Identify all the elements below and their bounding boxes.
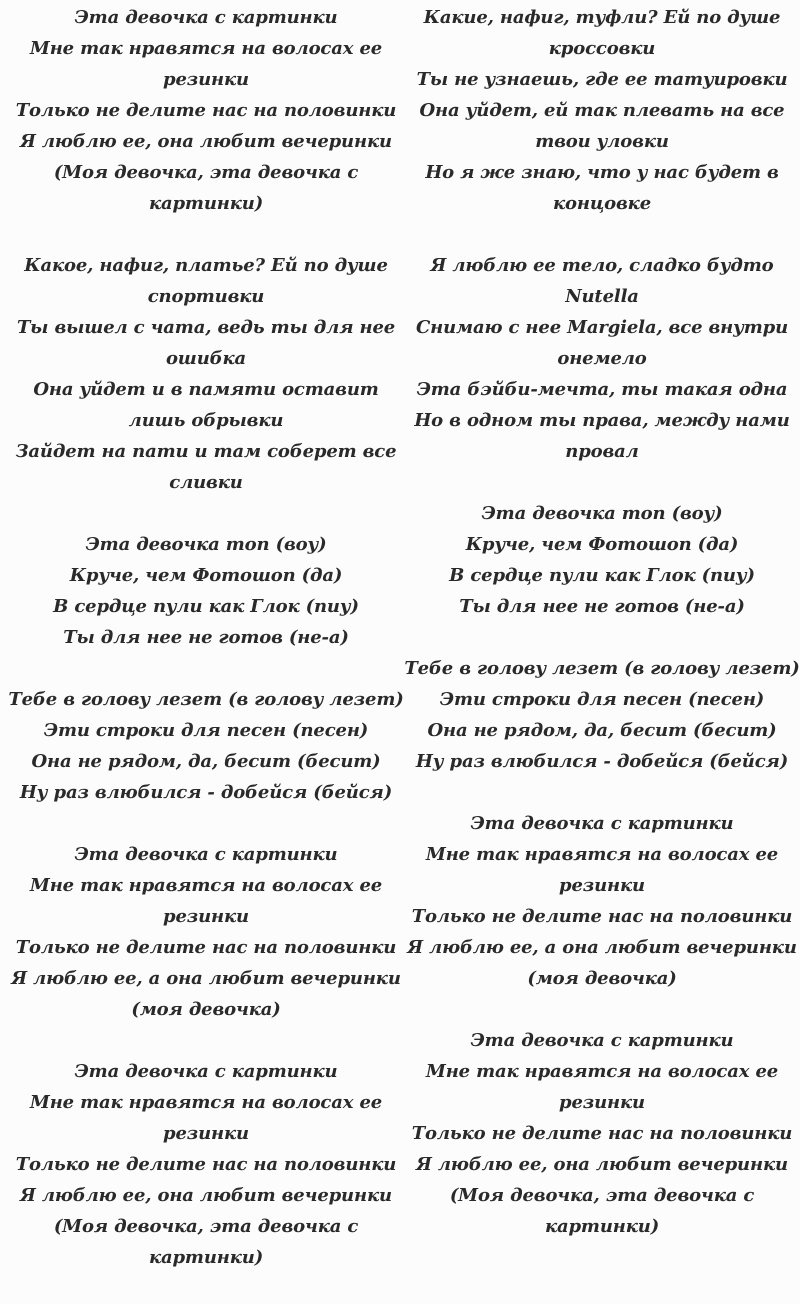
lyric-line: Эта девочка топ (воу) — [85, 534, 327, 555]
lyric-line: Круче, чем Фотошоп (да) — [465, 534, 739, 555]
lyric-line: Тебе в голову лезет (в голову лезет) — [404, 658, 800, 679]
lyric-line: (Моя девочка, эта девочка с картинки) — [53, 162, 359, 214]
lyric-line: Ты вышел с чата, ведь ты для нее ошибка — [16, 317, 396, 369]
lyric-line: Эта девочка с картинки — [74, 7, 338, 28]
lyric-line: Ну раз влюбился - добейся (бейся) — [415, 751, 789, 772]
lyric-line: Я люблю ее, она любит вечеринки — [20, 1185, 392, 1206]
lyric-line: Ты для нее не готов (не-а) — [63, 627, 349, 648]
lyric-line: Только не делите нас на половинки — [15, 1154, 397, 1175]
lyric-line: Она уйдет, ей так плевать на все твои уловки — [419, 100, 785, 152]
lyrics-column-left — [8, 2, 404, 1304]
stanza — [8, 529, 404, 653]
lyric-line: Только не делите нас на половинки — [15, 937, 397, 958]
stanza — [8, 2, 404, 219]
lyric-line: Ты для нее не готов (не-а) — [459, 596, 745, 617]
stanza — [404, 1025, 800, 1242]
lyric-line: Эта девочка с картинки — [470, 813, 734, 834]
lyric-line: Только не делите нас на половинки — [411, 906, 793, 927]
lyric-line: Только не делите нас на половинки — [411, 1123, 793, 1144]
lyric-line: Зайдет на пати и там соберет все сливки — [15, 441, 397, 493]
stanza — [404, 808, 800, 994]
stanza — [8, 1056, 404, 1273]
stanza — [8, 250, 404, 498]
lyric-line: Только не делите нас на половинки — [15, 100, 397, 121]
lyric-line: (Моя девочка, эта девочка с картинки) — [53, 1216, 359, 1268]
lyric-line: Круче, чем Фотошоп (да) — [69, 565, 343, 586]
lyric-line: Но я же знаю, что у нас будет в концовке — [425, 162, 779, 214]
lyric-line: В сердце пули как Глок (пиу) — [449, 565, 755, 586]
lyric-line: Ну раз влюбился - добейся (бейся) — [19, 782, 393, 803]
lyric-line: Я люблю ее, она любит вечеринки — [20, 131, 392, 152]
lyric-line: В сердце пули как Глок (пиу) — [53, 596, 359, 617]
stanza — [404, 2, 800, 219]
lyric-line: Мне так нравятся на волосах ее резинки — [29, 875, 383, 927]
lyric-line: Эта девочка с картинки — [74, 1061, 338, 1082]
lyric-line: Эта девочка с картинки — [74, 844, 338, 865]
lyric-line: Мне так нравятся на волосах ее резинки — [425, 1061, 779, 1113]
stanza — [404, 498, 800, 622]
lyric-line: Ты не узнаешь, где ее татуировки — [416, 69, 788, 90]
lyric-line: Она уйдет и в памяти оставит лишь обрывки — [33, 379, 379, 431]
lyric-line: Но в одном ты права, между нами провал — [414, 410, 790, 462]
lyric-line: Эта девочка топ (воу) — [481, 503, 723, 524]
lyric-line: (Моя девочка, эта девочка с картинки) — [449, 1185, 755, 1237]
lyric-line: Я люблю ее тело, сладко будто Nutella — [430, 255, 774, 307]
stanza — [8, 684, 404, 808]
lyric-line: Она не рядом, да, бесит (бесит) — [427, 720, 777, 741]
lyric-line: Эта бэйби-мечта, ты такая одна — [416, 379, 788, 400]
lyric-line: Я люблю ее, а она любит вечеринки (моя девочка) — [11, 968, 401, 1020]
lyric-line: Тебе в голову лезет (в голову лезет) — [8, 689, 404, 710]
stanza — [404, 250, 800, 467]
lyric-line: Эти строки для песен (песен) — [439, 689, 765, 710]
lyric-line: Мне так нравятся на волосах ее резинки — [29, 38, 383, 90]
lyric-line: Я люблю ее, а она любит вечеринки (моя девочка) — [407, 937, 797, 989]
lyric-line: Мне так нравятся на волосах ее резинки — [425, 844, 779, 896]
stanza — [404, 653, 800, 777]
lyric-line: Эта девочка с картинки — [470, 1030, 734, 1051]
lyrics-column-right — [404, 2, 800, 1304]
lyric-line: Какие, нафиг, туфли? Ей по душе кроссовки — [423, 7, 781, 59]
lyric-line: Она не рядом, да, бесит (бесит) — [31, 751, 381, 772]
lyric-line: Я люблю ее, она любит вечеринки — [416, 1154, 788, 1175]
lyric-line: Эти строки для песен (песен) — [43, 720, 369, 741]
lyric-line: Мне так нравятся на волосах ее резинки — [29, 1092, 383, 1144]
lyric-line: Снимаю с нее Margiela, все внутри онемело — [415, 317, 789, 369]
lyric-line: Какое, нафиг, платье? Ей по душе спортивки — [24, 255, 388, 307]
stanza — [8, 839, 404, 1025]
